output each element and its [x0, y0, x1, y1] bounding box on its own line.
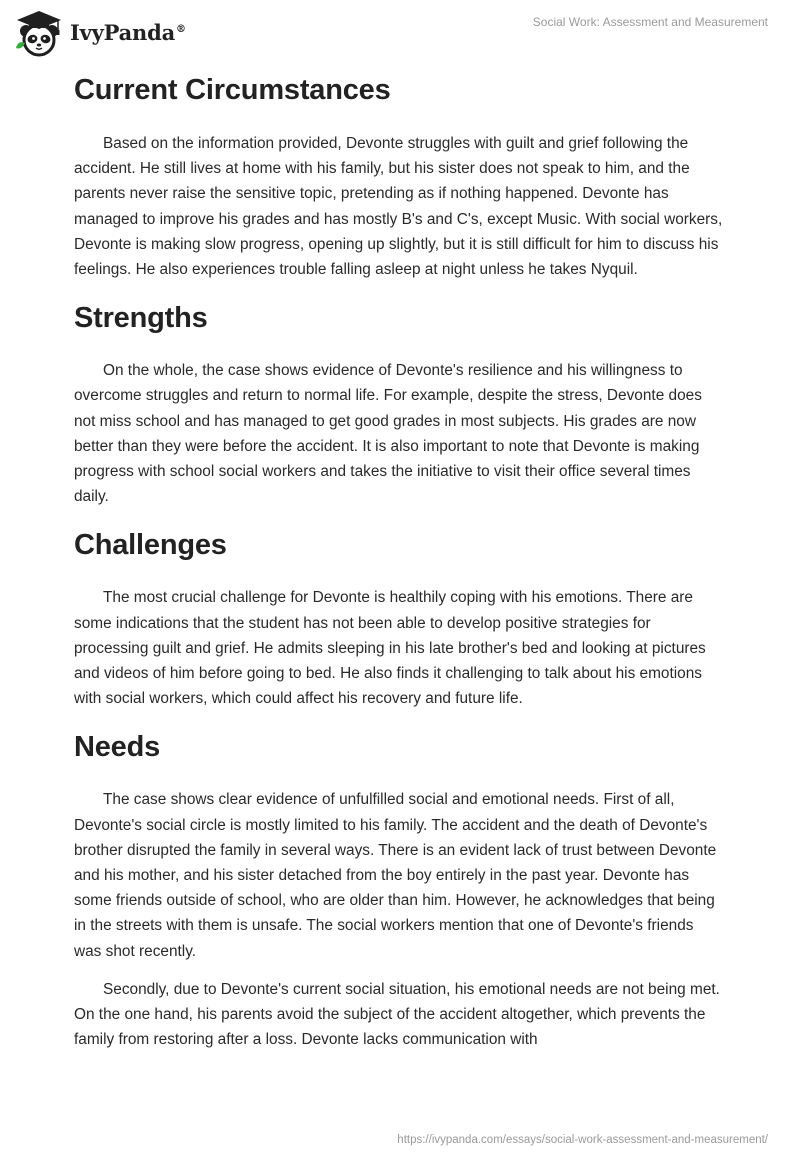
source-url-link[interactable]: https://ivypanda.com/essays/social-work-assessment-and-measurement/ — [397, 1134, 768, 1146]
section-current-circumstances — [74, 68, 724, 282]
section-heading: Needs — [74, 731, 161, 764]
paragraph: Based on the information provided, Devonte struggles with guilt and grief following the accident. He still lives at home with his family, but his sister does not speak to him, and the parents never raise the sensitive topic, pretending as if nothing happened. Devonte has managed to improve his grades and has mostly B's and C's, except Music. With social workers, Devonte is making slow progress, opening up slightly, but it is still difficult for him to discuss his feelings. He also experiences trouble falling asleep at night unless he takes Nyquil. — [74, 135, 723, 279]
section-strengths — [74, 296, 724, 509]
section-needs — [74, 725, 724, 1052]
paragraph: The most crucial challenge for Devonte is healthily coping with his emotions. There are some indications that the student has not been able to develop positive strategies for processing guilt and grief. He admits sleeping in his late brother's bed and looking at pictures and videos of him before going to bed. He also finds it challenging to talk about his emotions with social workers, which could affect his recovery and future life. — [74, 589, 706, 708]
ivypanda-logo[interactable] — [14, 9, 186, 57]
section-heading: Current Circumstances — [74, 74, 391, 106]
document-title: Social Work: Assessment and Measurement — [532, 15, 768, 29]
essay-body — [74, 68, 724, 1052]
section-heading: Challenges — [74, 529, 227, 562]
page-header — [0, 0, 800, 60]
section-heading: Strengths — [74, 302, 208, 335]
paragraph: Secondly, due to Devonte's current social situation, his emotional needs are not being met. On the one hand, his parents avoid the subject of the accident altogether, which prevents the family from restoring after a loss. Devonte lacks communication with — [74, 980, 720, 1049]
paragraph: On the whole, the case shows evidence of Devonte's resilience and his willingness to overcome struggles and return to normal life. For example, despite the stress, Devonte does not miss school and has managed to get good grades in most subjects. His grades are now better than they were before the accident. It is also important to note that Devonte is making progress with school social workers and takes the initiative to visit their office several times daily. — [74, 362, 702, 506]
section-challenges — [74, 523, 724, 711]
logo-wordmark: IvyPanda® — [70, 19, 186, 45]
paragraph: The case shows clear evidence of unfulfilled social and emotional needs. First of all, Devonte's social circle is mostly limited to his family. The accident and the death of Devonte's brother disrupted the family in several ways. There is an evident lack of trust between Devonte and his mother, and his sister detached from the boy entirely in the past year. Devonte has some friends outside of school, who are older than him. However, he acknowledges that being in the streets with them is unsafe. The social workers mention that one of Devonte's friends was shot recently. — [74, 791, 717, 960]
panda-graduation-cap-icon — [14, 9, 64, 57]
